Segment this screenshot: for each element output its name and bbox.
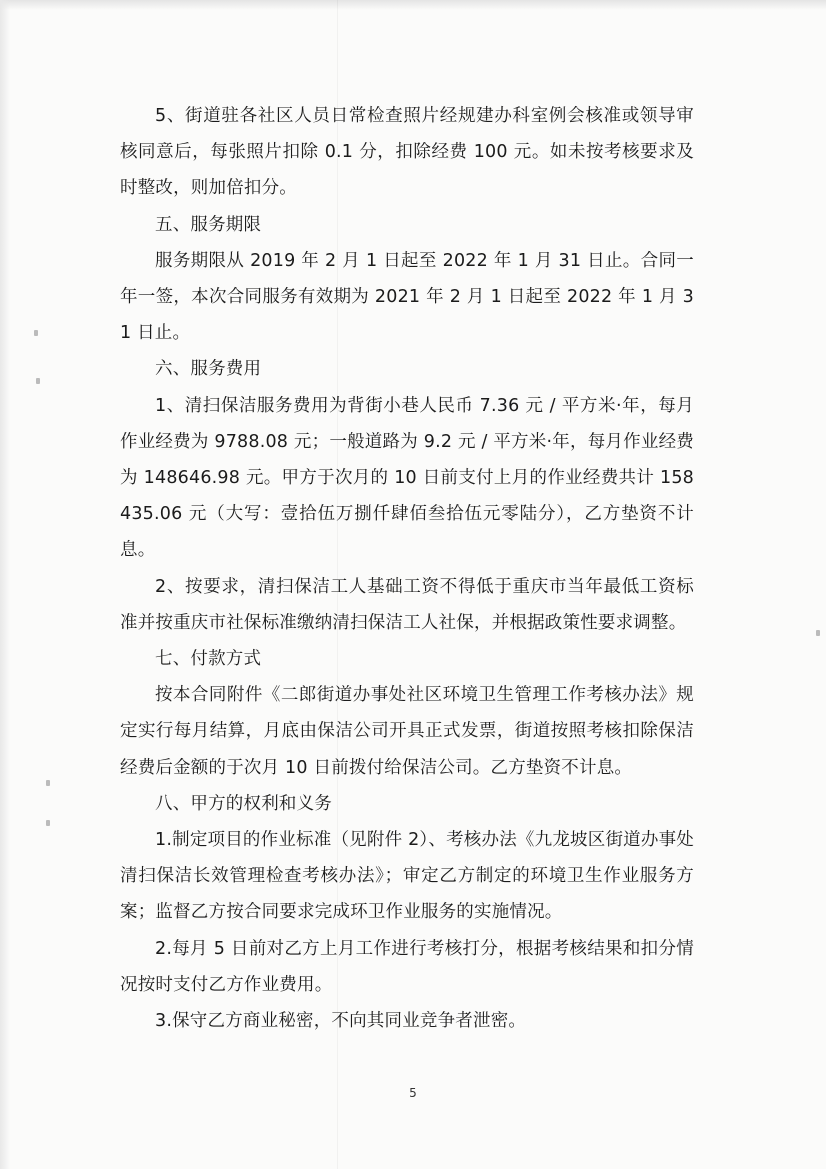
payment-method-text: 按本合同附件《二郎街道办事处社区环境卫生管理工作考核办法》规定实行每月结算，月底由保洁公司开具正式发票，街道按照考核扣除保洁经费后金额的于次月 10 日前拨付给保洁公司。乙方垫资不计息。: [120, 685, 694, 778]
section-heading-service-period: 五、服务期限: [155, 214, 262, 235]
party-a-clause-1: 1.制定项目的作业标准（见附件 2）、考核办法《九龙坡区街道办事处清扫保洁长效管理检查考核办法》；审定乙方制定的环境卫生作业服务方案；监督乙方按合同要求完成环卫作业服务的实施情况。: [120, 830, 694, 923]
page-number: 5: [409, 1086, 417, 1100]
section-heading-service-fee: 六、服务费用: [155, 359, 262, 380]
service-period-text: 服务期限从 2019 年 2 月 1 日起至 2022 年 1 月 31 日止。合同一年一签，本次合同服务有效期为 2021 年 2 月 1 日起至 2022 年 1 月 31 日止。: [120, 250, 694, 344]
margin-speck: [36, 378, 40, 384]
party-a-clause-2: 2.每月 5 日前对乙方上月工作进行考核打分，根据考核结果和扣分情况按时支付乙方作业费用。: [120, 938, 694, 995]
margin-speck: [46, 820, 50, 826]
margin-speck: [34, 330, 38, 336]
section-heading-payment: 七、付款方式: [155, 649, 262, 670]
service-fee-clause-1: 1、清扫保洁服务费用为背街小巷人民币 7.36 元 / 平方米·年，每月作业经费为 9788.08 元；一般道路为 9.2 元 / 平方米·年，每月作业经费为 148646.98 元。甲方于次月的 10 日前支付上月的作业经费共计 158435.06 元（大写：壹拾伍万捌仟肆佰叁拾伍元零陆分），乙方垫资不计息。: [120, 395, 694, 561]
scan-edge-top: [0, 0, 826, 10]
service-fee-clause-2: 2、按要求，清扫保洁工人基础工资不得低于重庆市当年最低工资标准并按重庆市社保标准缴纳清扫保洁工人社保，并根据政策性要求调整。: [120, 576, 694, 633]
margin-speck: [46, 780, 50, 786]
margin-speck: [816, 630, 820, 636]
document-body: [120, 98, 694, 1039]
clause-5-photo-deduction: 5、街道驻各社区人员日常检查照片经规建办科室例会核准或领导审核同意后，每张照片扣除 0.1 分，扣除经费 100 元。如未按考核要求及时整改，则加倍扣分。: [120, 106, 694, 199]
scan-edge-left: [0, 0, 10, 1169]
party-a-clause-3: 3.保守乙方商业秘密，不向其同业竞争者泄密。: [155, 1011, 527, 1032]
section-heading-party-a-rights: 八、甲方的权利和义务: [155, 793, 332, 814]
